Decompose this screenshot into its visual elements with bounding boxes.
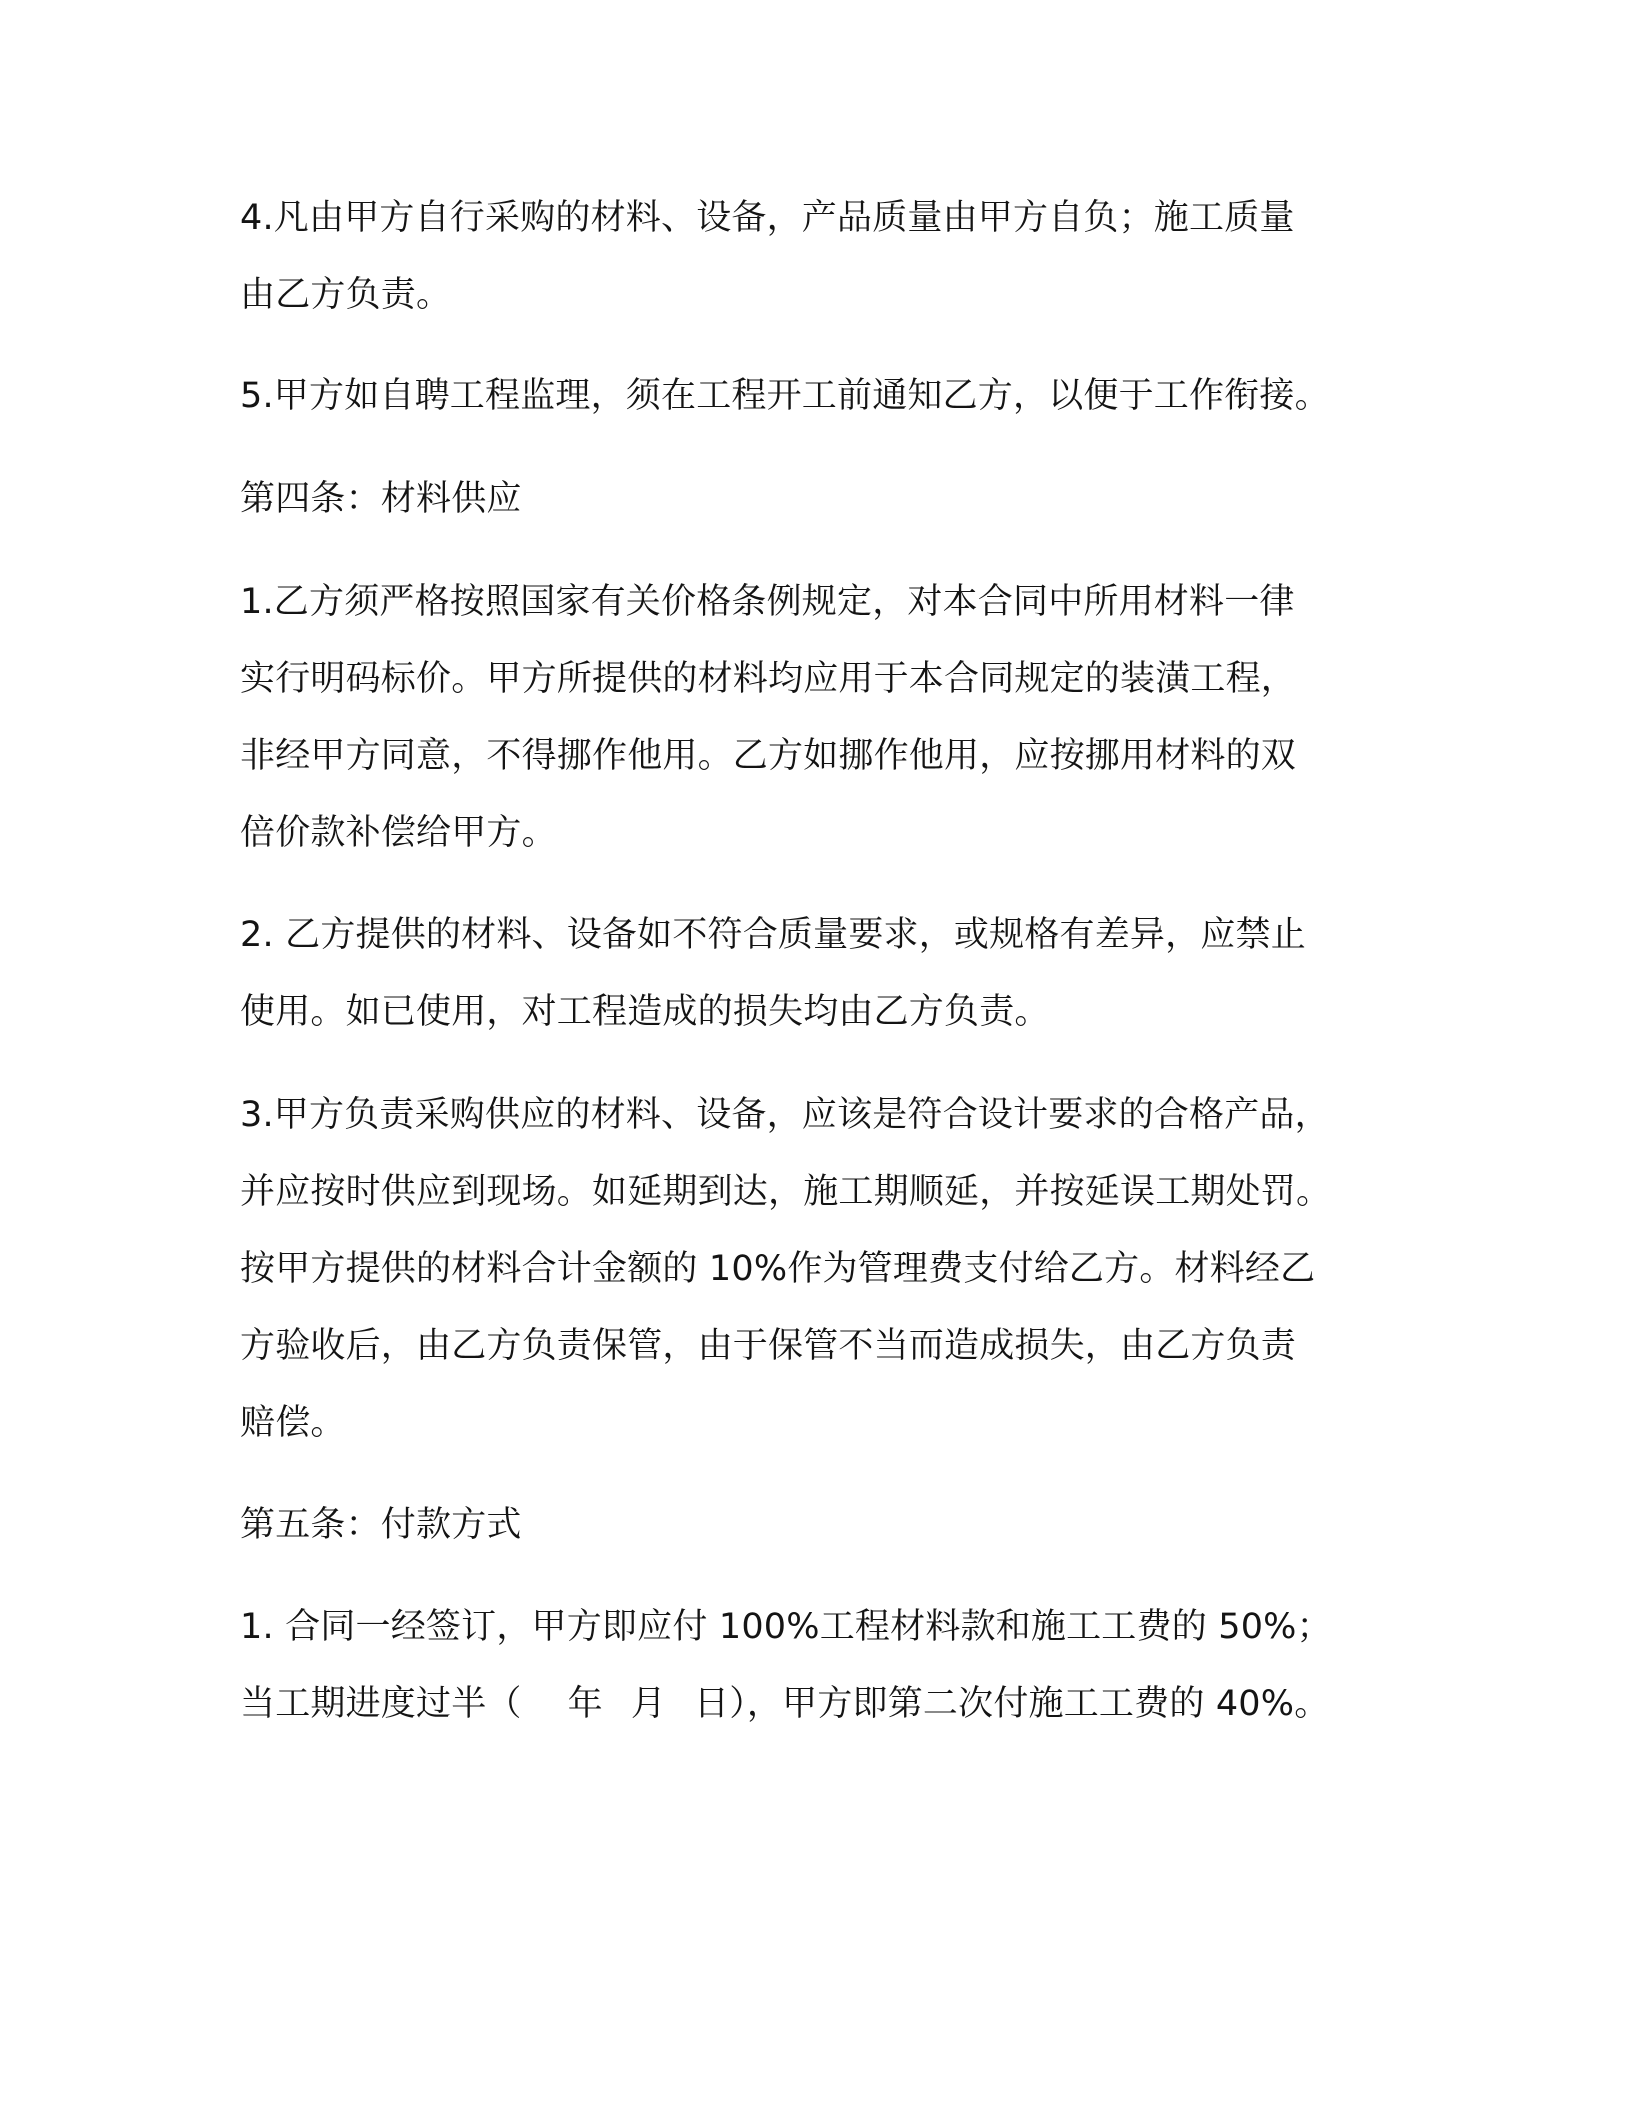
clause4-item3-line5: 赔偿。	[240, 1403, 346, 1443]
clause4-item3-line2: 并应按时供应到现场。如延期到达，施工期顺延，并按延误工期处罚。	[240, 1172, 1332, 1212]
clause5-heading: 第五条：付款方式	[240, 1505, 522, 1545]
clause4-item1-line3: 非经甲方同意，不得挪作他用。乙方如挪作他用，应按挪用材料的双	[240, 736, 1297, 776]
clause4-item1-line2: 实行明码标价。甲方所提供的材料均应用于本合同规定的装潢工程，	[240, 659, 1297, 699]
clause4-item1-line4: 倍价款补偿给甲方。	[240, 813, 557, 853]
clause4-heading: 第四条：材料供应	[240, 479, 522, 519]
date-month-label: 月	[630, 1684, 667, 1724]
clause5-item1-line2	[240, 1679, 1329, 1729]
clause5-item1-line2-prefix: 当工期进度过半（	[240, 1684, 522, 1724]
clause4-item2-line1: 2. 乙方提供的材料、设备如不符合质量要求，或规格有差异，应禁止	[240, 915, 1306, 955]
clause4-item1-line1: 1.乙方须严格按照国家有关价格条例规定，对本合同中所用材料一律	[240, 582, 1295, 622]
clause3-item5: 5.甲方如自聘工程监理，须在工程开工前通知乙方，以便于工作衔接。	[240, 376, 1330, 416]
clause4-item2-line2: 使用。如已使用，对工程造成的损失均由乙方负责。	[240, 992, 1050, 1032]
clause5-item1-line2-suffix: 日），甲方即第二次付施工工费的 40%。	[694, 1684, 1330, 1724]
date-year-label: 年	[567, 1684, 603, 1724]
clause4-item3-line3: 按甲方提供的材料合计金额的 10%作为管理费支付给乙方。材料经乙	[240, 1249, 1316, 1289]
clause4-item3-line1: 3.甲方负责采购供应的材料、设备，应该是符合设计要求的合格产品，	[240, 1095, 1330, 1135]
clause3-item4-line1: 4.凡由甲方自行采购的材料、设备，产品质量由甲方自负；施工质量	[240, 198, 1295, 238]
clause4-item3-line4: 方验收后，由乙方负责保管，由于保管不当而造成损失，由乙方负责	[240, 1326, 1297, 1366]
clause5-item1-line1: 1. 合同一经签订，甲方即应付 100%工程材料款和施工工费的 50%；	[240, 1607, 1332, 1647]
clause3-item4-line2: 由乙方负责。	[240, 275, 452, 315]
